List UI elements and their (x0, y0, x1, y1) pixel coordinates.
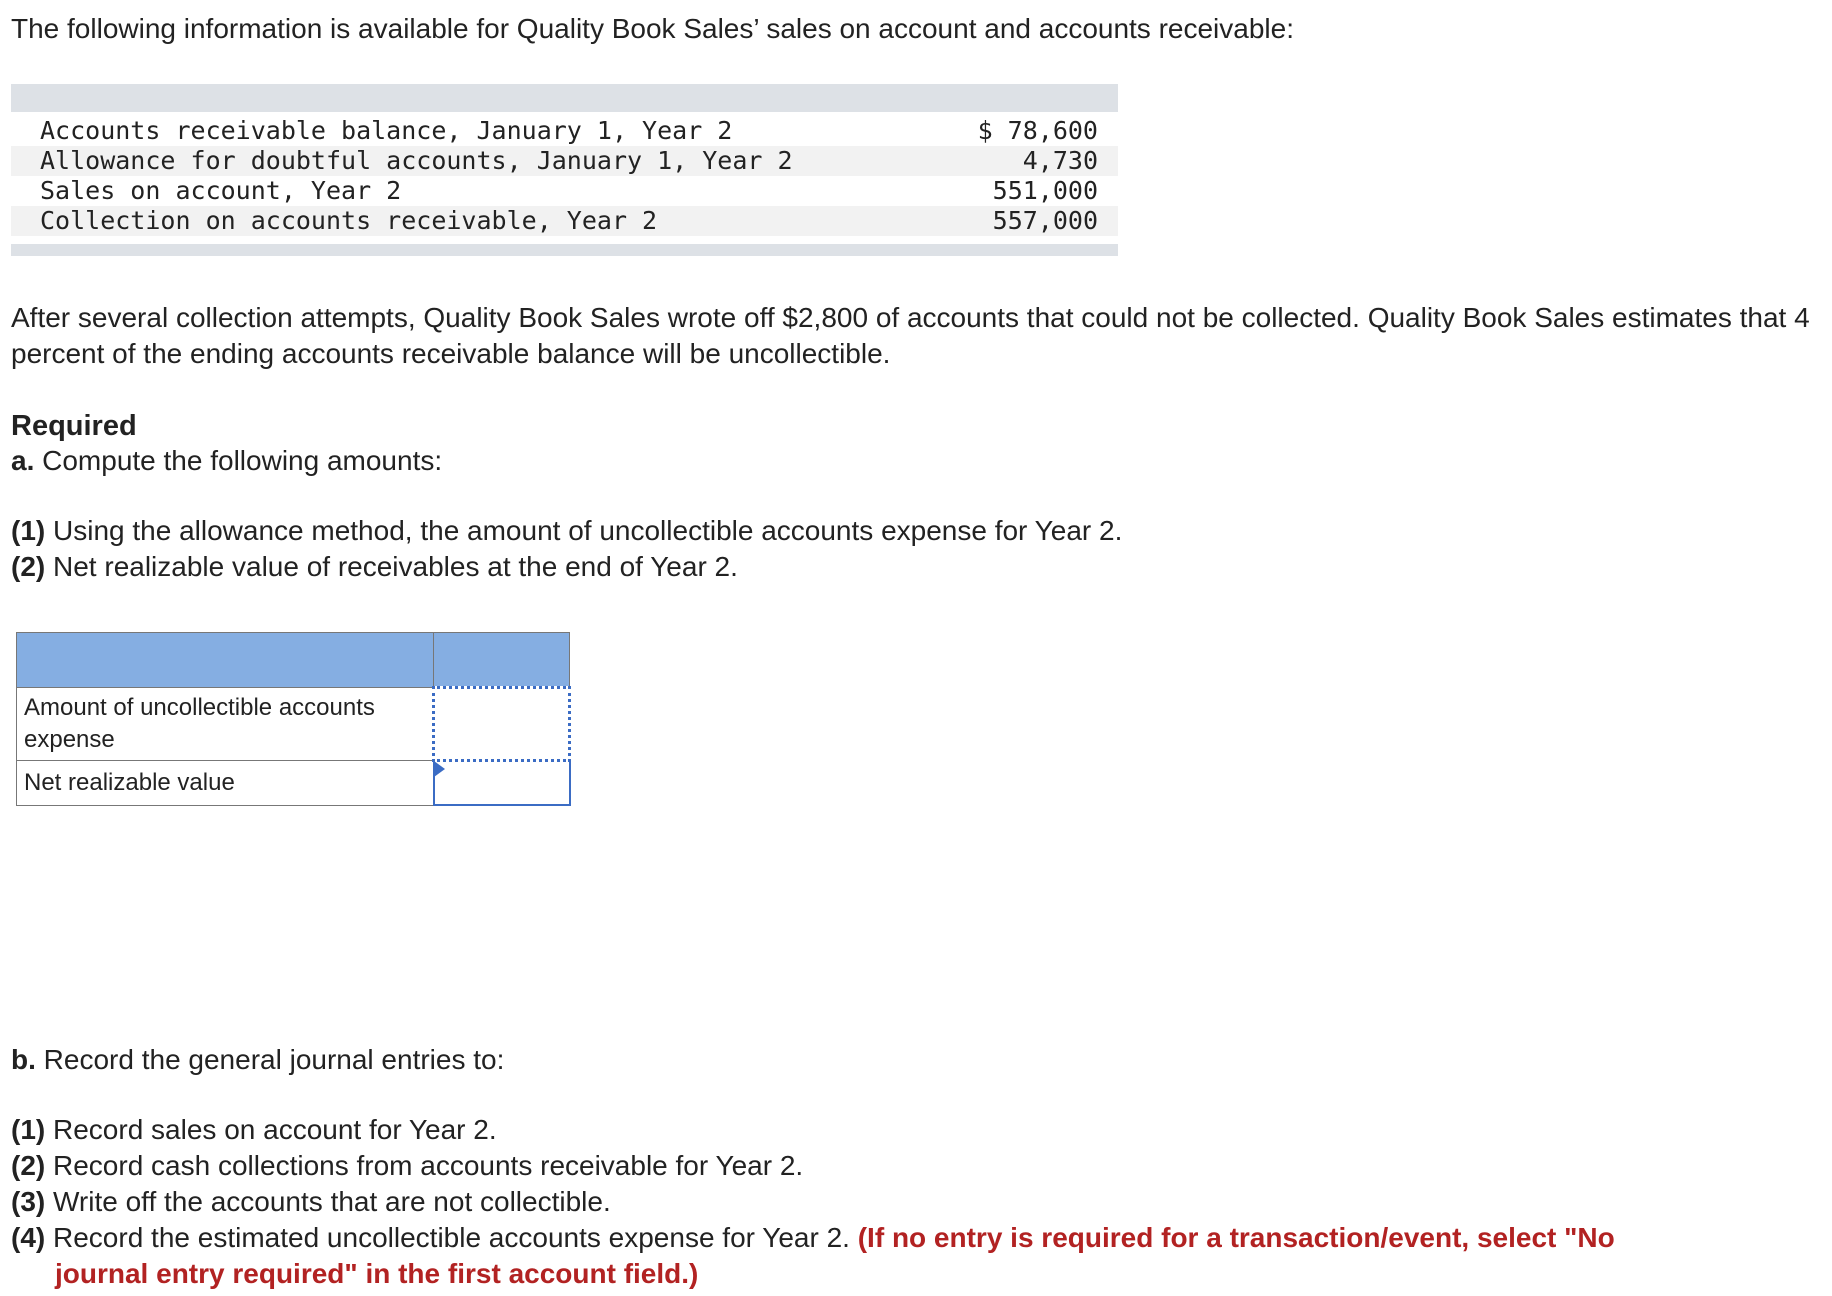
part-b-item (11, 1220, 1826, 1256)
net-realizable-value-input[interactable] (435, 762, 569, 804)
table-row (17, 761, 570, 806)
data-row-value: 4,730 (1022, 146, 1098, 175)
item-text: Record sales on account for Year 2. (45, 1114, 497, 1145)
item-number: (3) (11, 1186, 46, 1217)
given-data-table (11, 84, 1118, 256)
item-text: Record cash collections from accounts receivable for Year 2. (45, 1150, 804, 1181)
part-a-text: Compute the following amounts: (34, 445, 443, 476)
item-number: (2) (11, 551, 46, 582)
part-b-label: b. (11, 1044, 36, 1075)
data-row-value: 551,000 (992, 176, 1098, 205)
data-row-label: Collection on accounts receivable, Year 2 (40, 206, 658, 235)
data-row-value: $ 78,600 (977, 116, 1098, 145)
part-a-instruction (11, 443, 442, 479)
data-row-label: Allowance for doubtful accounts, January 1, Year 2 (40, 146, 793, 175)
part-b-item (11, 1184, 1826, 1220)
item-text: Write off the accounts that are not collectible. (45, 1186, 611, 1217)
item-text: Record the estimated uncollectible accounts expense for Year 2. (45, 1222, 858, 1253)
data-row (11, 116, 1118, 146)
part-b-item (11, 1112, 1826, 1148)
header-cell (17, 633, 434, 688)
data-row-value: 557,000 (992, 206, 1098, 235)
part-b-item-continuation (11, 1256, 1826, 1292)
data-row-label: Accounts receivable balance, January 1, Year 2 (40, 116, 733, 145)
table-row (17, 688, 570, 761)
part-a-label: a. (11, 445, 35, 476)
cell-pointer-icon (434, 761, 445, 777)
answer-table-header (17, 633, 570, 688)
item-number: (4) (11, 1222, 46, 1253)
part-b-list (11, 1112, 1826, 1292)
item-number: (1) (11, 515, 46, 546)
instruction-note: (If no entry is required for a transaction/event, select "No (857, 1222, 1615, 1253)
uncollectible-expense-input[interactable] (435, 689, 568, 759)
part-b-instruction (11, 1042, 504, 1078)
data-row (11, 206, 1118, 236)
data-row (11, 146, 1118, 176)
uncollectible-expense-cell[interactable] (434, 688, 570, 761)
part-a-item (11, 513, 1122, 549)
instruction-note-continued: journal entry required" in the first account field.) (55, 1258, 699, 1289)
net-realizable-value-cell[interactable] (434, 761, 570, 806)
item-text: Using the allowance method, the amount of uncollectible accounts expense for Year 2. (45, 515, 1123, 546)
item-number: (2) (11, 1150, 46, 1181)
data-row-label: Sales on account, Year 2 (40, 176, 402, 205)
part-b-item (11, 1148, 1826, 1184)
intro-text: The following information is available for Quality Book Sales’ sales on account and accounts receivable: (11, 13, 1294, 44)
item-text: Net realizable value of receivables at the end of Year 2. (45, 551, 738, 582)
part-b-text: Record the general journal entries to: (35, 1044, 505, 1075)
header-cell (434, 633, 570, 688)
answer-table (16, 632, 571, 806)
part-a-item (11, 549, 738, 585)
row-label: Net realizable value (17, 761, 434, 806)
data-row (11, 176, 1118, 206)
row-label: Amount of uncollectible accounts expense (17, 688, 434, 761)
scenario-paragraph: After several collection attempts, Quality Book Sales wrote off $2,800 of accounts that could not be collected. Quality Book Sales estimates that 4 percent of the ending accounts receivable balance will be uncollectible. (11, 302, 1810, 369)
item-number: (1) (11, 1114, 46, 1145)
required-heading: Required (11, 410, 137, 442)
